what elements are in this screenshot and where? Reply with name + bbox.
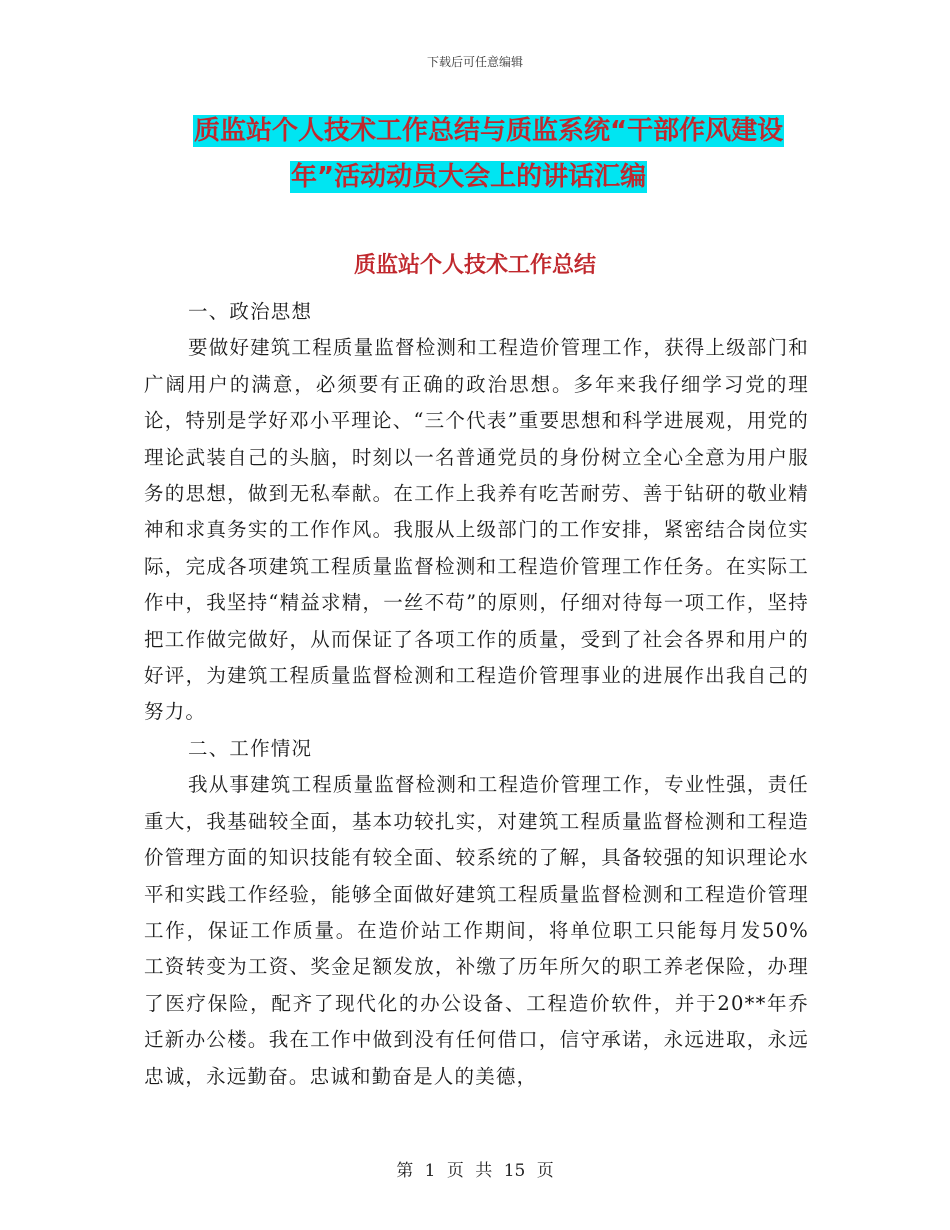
heading-work-status: 二、工作情况	[188, 736, 313, 760]
title-line-2-text: 年”活动动员大会上的讲话汇编	[291, 162, 647, 192]
document-body	[144, 294, 809, 1095]
heading-political-thought: 一、政治思想	[188, 300, 313, 323]
page-number: 第 1 页 共 15 页	[396, 1161, 554, 1181]
title-line-1	[193, 110, 784, 147]
paragraph-work-status: 我从事建筑工程质量监督检测和工程造价管理工作，专业性强，责任重大，我基础较全面，基本功较扎实，对建筑工程质量监督检测和工程造价管理方面的知识技能有较全面、较系统的了解，具备较强的知识理论水平和实践工作经验，能够全面做好建筑工程质量监督检测和工程造价管理工作，保证工作质量。在造价站工作期间，将单位职工只能每月发50%工资转变为工资、奖金足额发放，补缴了历年所欠的职工养老保险，办理了医疗保险，配齐了现代化的办公设备、工程造价软件，并于20**年乔迁新办公楼。我在工作中做到没有任何借口，信守承诺，永远进取，永远忠诚，永远勤奋。忠诚和勤奋是人的美德，	[144, 773, 810, 1088]
page-header-note: 下载后可任意编辑	[426, 55, 523, 69]
paragraph-political-thought: 要做好建筑工程质量监督检测和工程造价管理工作，获得上级部门和广阔用户的满意，必须要有正确的政治思想。多年来我仔细学习党的理论，特别是学好邓小平理论、“三个代表”重要思想和科学进展观，用党的理论武装自己的头脑，时刻以一名普通党员的身份树立全心全意为用户服务的思想，做到无私奉献。在工作上我养有吃苦耐劳、善于钻研的敬业精神和求真务实的工作作风。我服从上级部门的工作安排，紧密结合岗位实际，完成各项建筑工程质量监督检测和工程造价管理工作任务。在实际工作中，我坚持“精益求精，一丝不苟”的原则，仔细对待每一项工作，坚持把工作做完做好，从而保证了各项工作的质量，受到了社会各界和用户的好评，为建筑工程质量监督检测和工程造价管理事业的进展作出我自己的努力。	[144, 336, 810, 724]
section-title: 质监站个人技术工作总结	[353, 253, 596, 278]
title-line-1-text: 质监站个人技术工作总结与质监系统“干部作风建设	[194, 116, 784, 146]
title-line-2	[290, 156, 647, 193]
